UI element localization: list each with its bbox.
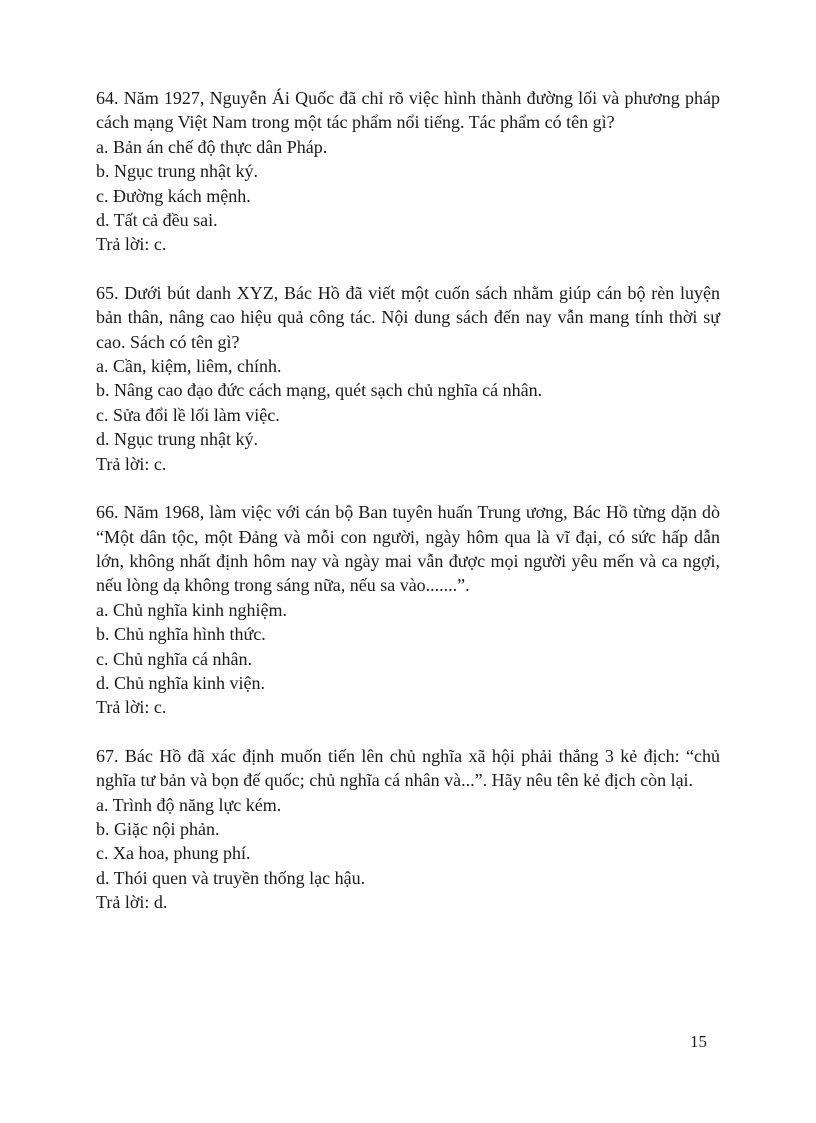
option-c: c. Chủ nghĩa cá nhân. [96,648,252,669]
option-b: b. Ngục trung nhật ký. [96,161,258,182]
answer-text: Trả lời: c. [96,234,167,255]
option-d: d. Thói quen và truyền thống lạc hậu. [96,867,366,888]
option-d: d. Chủ nghĩa kinh viện. [96,672,265,693]
answer-text: Trả lời: d. [96,892,168,913]
page-number: 15 [690,1032,707,1051]
question-67 [96,744,720,915]
document-page [96,86,720,939]
question-text: 65. Dưới bút danh XYZ, Bác Hồ đã viết một cuốn sách nhằm giúp cán bộ rèn luyện bản thân, nâng cao hiệu quả công tác. Nội dung sách đến nay vẫn mang tính thời sự cao. Sách có tên gì? [96,282,720,352]
question-65 [96,281,720,476]
answer-text: Trả lời: c. [96,697,167,718]
option-c: c. Sửa đổi lề lối làm việc. [96,404,280,425]
question-66 [96,500,720,720]
option-a: a. Chủ nghĩa kinh nghiệm. [96,599,287,620]
option-a: a. Cần, kiệm, liêm, chính. [96,356,282,377]
option-a: a. Trình độ năng lực kém. [96,794,282,815]
question-text: 67. Bác Hồ đã xác định muốn tiến lên chủ nghĩa xã hội phải thắng 3 kẻ địch: “chủ nghĩa tư bản và bọn đế quốc; chủ nghĩa cá nhân và...”. Hãy nêu tên kẻ địch còn lại. [96,745,720,791]
option-c: c. Xa hoa, phung phí. [96,843,251,864]
option-c: c. Đường kách mệnh. [96,185,251,206]
question-64 [96,86,720,257]
question-text: 64. Năm 1927, Nguyễn Ái Quốc đã chỉ rõ việc hình thành đường lối và phương pháp cách mạng Việt Nam trong một tác phẩm nổi tiếng. Tác phẩm có tên gì? [96,88,720,133]
option-b: b. Chủ nghĩa hình thức. [96,624,266,645]
option-d: d. Ngục trung nhật ký. [96,429,258,450]
question-text: 66. Năm 1968, làm việc với cán bộ Ban tuyên huấn Trung ương, Bác Hồ từng dặn dò “Một dân tộc, một Đảng và mỗi con người, ngày hôm qua là vĩ đại, có sức hấp dẫn lớn, không nhất định hôm nay và ngày mai vẫn được mọi người yêu mến và ca ngợi, nếu lòng dạ không trong sáng nữa, nếu sa vào.......”. [96,502,720,596]
option-b: b. Giặc nội phản. [96,818,220,839]
answer-text: Trả lời: c. [96,453,167,474]
option-a: a. Bản án chế độ thực dân Pháp. [96,136,328,157]
option-b: b. Nâng cao đạo đức cách mạng, quét sạch chủ nghĩa cá nhân. [96,380,543,401]
option-d: d. Tất cả đều sai. [96,210,218,231]
